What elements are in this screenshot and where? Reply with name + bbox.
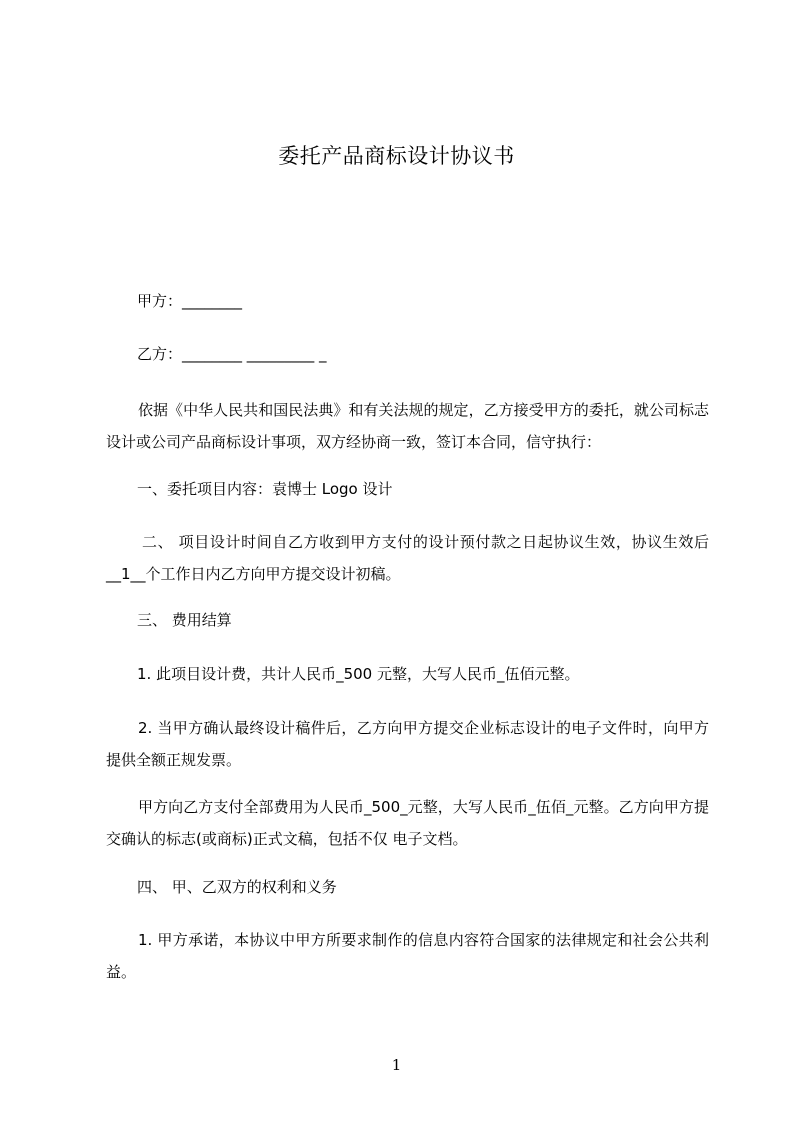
- section-3-heading: 三、 费用结算: [137, 611, 232, 629]
- fee-payment-paragraph: 甲方向乙方支付全部费用为人民币_500_元整，大写人民币_伍佰_元整。乙方向甲方提交确认的标志(或商标)正式文稿，包括不仅 电子文档。: [106, 798, 709, 848]
- fee-item-2-paragraph: 2. 当甲方确认最终设计稿件后，乙方向甲方提交企业标志设计的电子文件时，向甲方提供全额正规发票。: [106, 719, 709, 769]
- party-b-line: 乙方：________ _________ _: [137, 345, 327, 363]
- party-a-line: 甲方：________: [137, 292, 243, 310]
- page-number: 1: [391, 1056, 402, 1074]
- section-1-heading: 一、委托项目内容：袁博士 Logo 设计: [137, 480, 393, 498]
- section-2-paragraph: 二、 项目设计时间自乙方收到甲方支付的设计预付款之日起协议生效，协议生效后__1__个工作日内乙方向甲方提交设计初稿。: [106, 533, 709, 583]
- section-4-heading: 四、 甲、乙双方的权利和义务: [137, 878, 337, 896]
- rights-item-1-paragraph: 1. 甲方承诺，本协议中甲方所要求制作的信息内容符合国家的法律规定和社会公共利益。: [106, 931, 709, 981]
- fee-item-1: 1. 此项目设计费，共计人民币_500 元整，大写人民币_伍佰元整。: [137, 665, 580, 683]
- intro-paragraph: 依据《中华人民共和国民法典》和有关法规的规定，乙方接受甲方的委托，就公司标志设计或公司产品商标设计事项，双方经协商一致，签订本合同，信守执行：: [106, 401, 709, 451]
- document-title: 委托产品商标设计协议书: [278, 144, 515, 168]
